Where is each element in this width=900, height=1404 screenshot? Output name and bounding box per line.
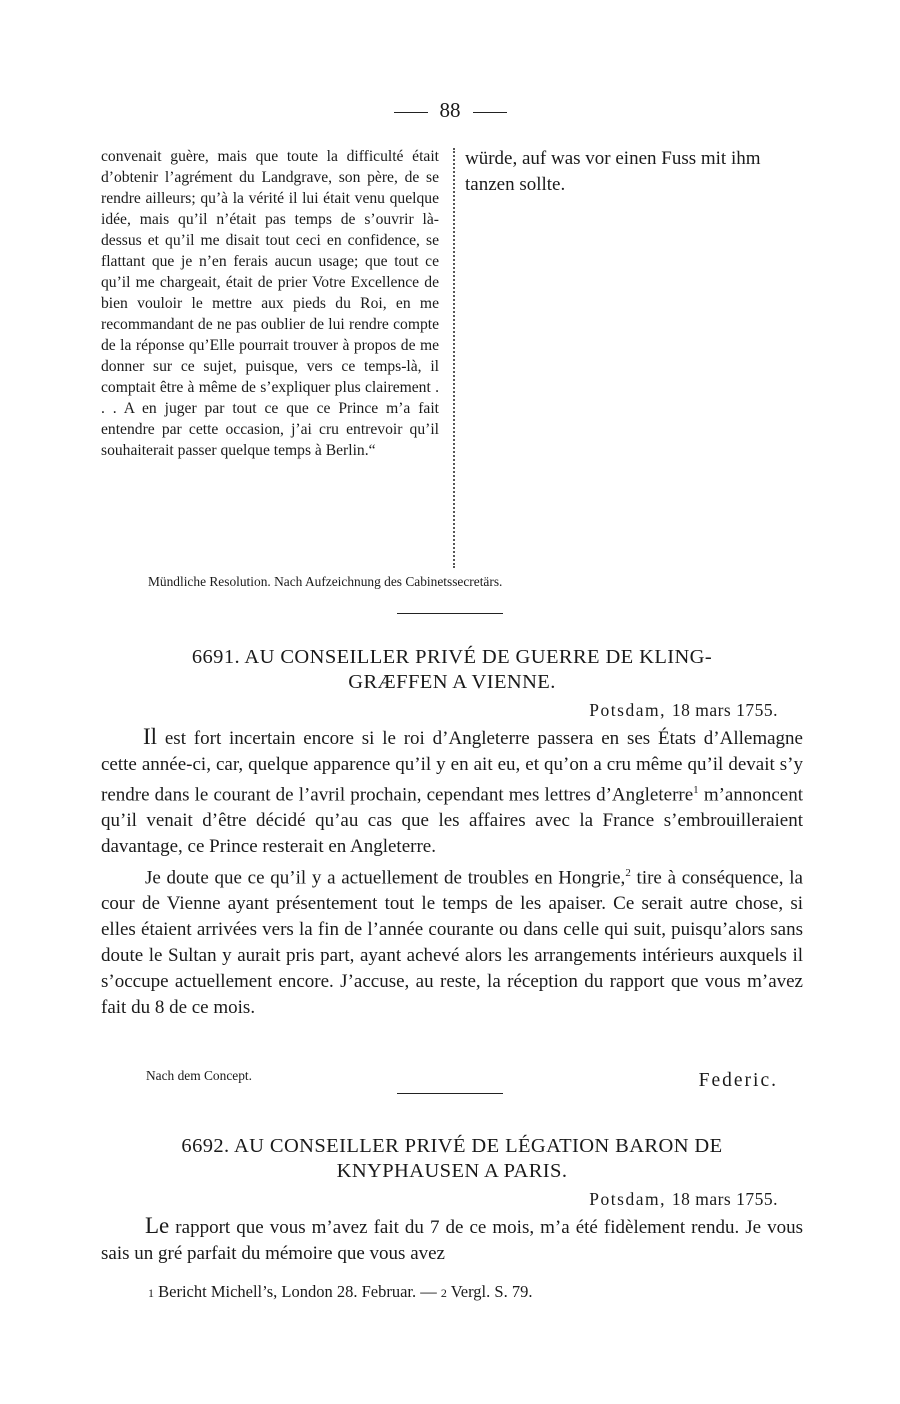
paragraph-2-text-a: Je doute que ce qu’il y a actuellement de troubles en Hongrie,: [145, 867, 626, 889]
heading-line-1: AU CONSEILLER PRIVÉ DE LÉGATION BARON DE: [233, 1135, 723, 1157]
paragraph-1: [101, 1213, 803, 1267]
paragraph-1: [101, 724, 803, 859]
date: 18 mars 1755.: [671, 700, 778, 720]
initial: Le: [145, 1213, 170, 1238]
letter-6691-dateline: [589, 700, 778, 721]
resolution-note: Mündliche Resolution. Nach Aufzeichnung des Cabinetssecretärs.: [148, 574, 503, 589]
footnote-2-marker: 2: [440, 1286, 447, 1300]
letter-number: 6692.: [181, 1135, 230, 1157]
letter-6692-heading: [101, 1134, 803, 1184]
letter-6692-body: [101, 1213, 803, 1267]
place: Potsdam,: [589, 700, 666, 720]
right-column: [465, 146, 803, 198]
left-column: [101, 146, 439, 461]
page-number: [0, 98, 900, 123]
heading-line-2: GRÆFFEN A VIENNE.: [348, 671, 556, 693]
section-rule: [397, 613, 503, 614]
letter-6691-heading: [101, 645, 803, 695]
footnote-2-text: Vergl. S. 79.: [450, 1282, 533, 1301]
letter-6691-body: [101, 724, 803, 1020]
heading-line-2: KNYPHAUSEN A PARIS.: [336, 1160, 568, 1182]
letter-number: 6691.: [191, 646, 240, 668]
page-number-dash-right: [473, 112, 507, 113]
right-column-text: würde, auf was vor einen Fuss mit ihm tanzen sollte.: [465, 148, 761, 195]
place: Potsdam,: [589, 1189, 666, 1209]
letter-6691-source: Nach dem Concept.: [146, 1068, 252, 1083]
column-divider: [453, 148, 455, 568]
paragraph-1-text-a: est fort incertain encore si le roi d’Angleterre passera en ses États d’Allemagne cette année-ci, car, quelque apparence qu’il y en ait eu, et qu’on a cru même qu’il devait s’y rendre dans le courant de l’avril prochain, cependant mes lettres d’Angleterre: [101, 728, 803, 805]
paragraph-2: [101, 861, 803, 1020]
footnote-1-marker: 1: [148, 1286, 154, 1300]
footnote-1-text: Bericht Michell’s, London 28. Februar. —: [158, 1282, 441, 1301]
date: 18 mars 1755.: [671, 1189, 778, 1209]
paragraph-2-text-b: tire à conséquence, la cour de Vienne ayant présentement tout le temps de les apaiser. Ce serait autre chose, si elles étaient arrivées vers la fin de l’année courante ou dans celle qui suit, puisqu’alors sans doute le Sultan y aurait pris part, ayant achevé alors les arrangements intérieurs auxquels il s’occupe actuellement encore. J’accuse, au reste, la réception du rapport que vous m’avez fait du 8 de ce mois.: [101, 867, 803, 1018]
page-number-text: 88: [439, 98, 461, 122]
letter-6692-dateline: [589, 1189, 778, 1210]
heading-line-1: AU CONSEILLER PRIVÉ DE GUERRE DE KLING-: [244, 646, 713, 668]
footnote-marker-2: 2: [625, 867, 631, 880]
footnotes: [148, 1282, 532, 1302]
page-number-dash-left: [394, 112, 428, 113]
paragraph-1-text-b: m’annoncent qu’il venait d’être décidé qu’au cas que les affaires avec la France s’embrouilleraient davantage, ce Prince resterait en Angleterre.: [101, 783, 804, 857]
initial: Il: [143, 724, 158, 749]
left-column-text: convenait guère, mais que toute la difficulté était d’obtenir l’agrément du Landgrave, son père, de se rendre ailleurs; qu’à la vérité il lui était venu quelque idée, mais qu’il n’était pas temps de s’ouvrir là-dessus et qu’il me disait tout ceci en confidence, se flattant que je n’en ferais aucun usage; que tout ce qu’il me chargeait, était de prier Votre Excellence de bien vouloir le mettre aux pieds du Roi, en me recommandant de ne pas oublier de lui rendre compte de la réponse qu’Elle pourrait trouver à propos de me donner sur ce sujet, puisque, vers ce temps-là, il comptait être à même de s’expliquer plus clairement . . . A en juger par tout ce que ce Prince m’a fait entendre par cette occasion, j’ai cru entrevoir qu’il souhaiterait passer quelque temps à Berlin.“: [101, 148, 439, 459]
paragraph-1-text: rapport que vous m’avez fait du 7 de ce mois, m’a été fidèlement rendu. Je vous sais un gré parfait du mémoire que vous avez: [101, 1217, 803, 1264]
footnote-marker-1: 1: [693, 783, 699, 796]
section-rule: [397, 1093, 503, 1094]
letter-6691-signature: Federic.: [698, 1070, 778, 1091]
